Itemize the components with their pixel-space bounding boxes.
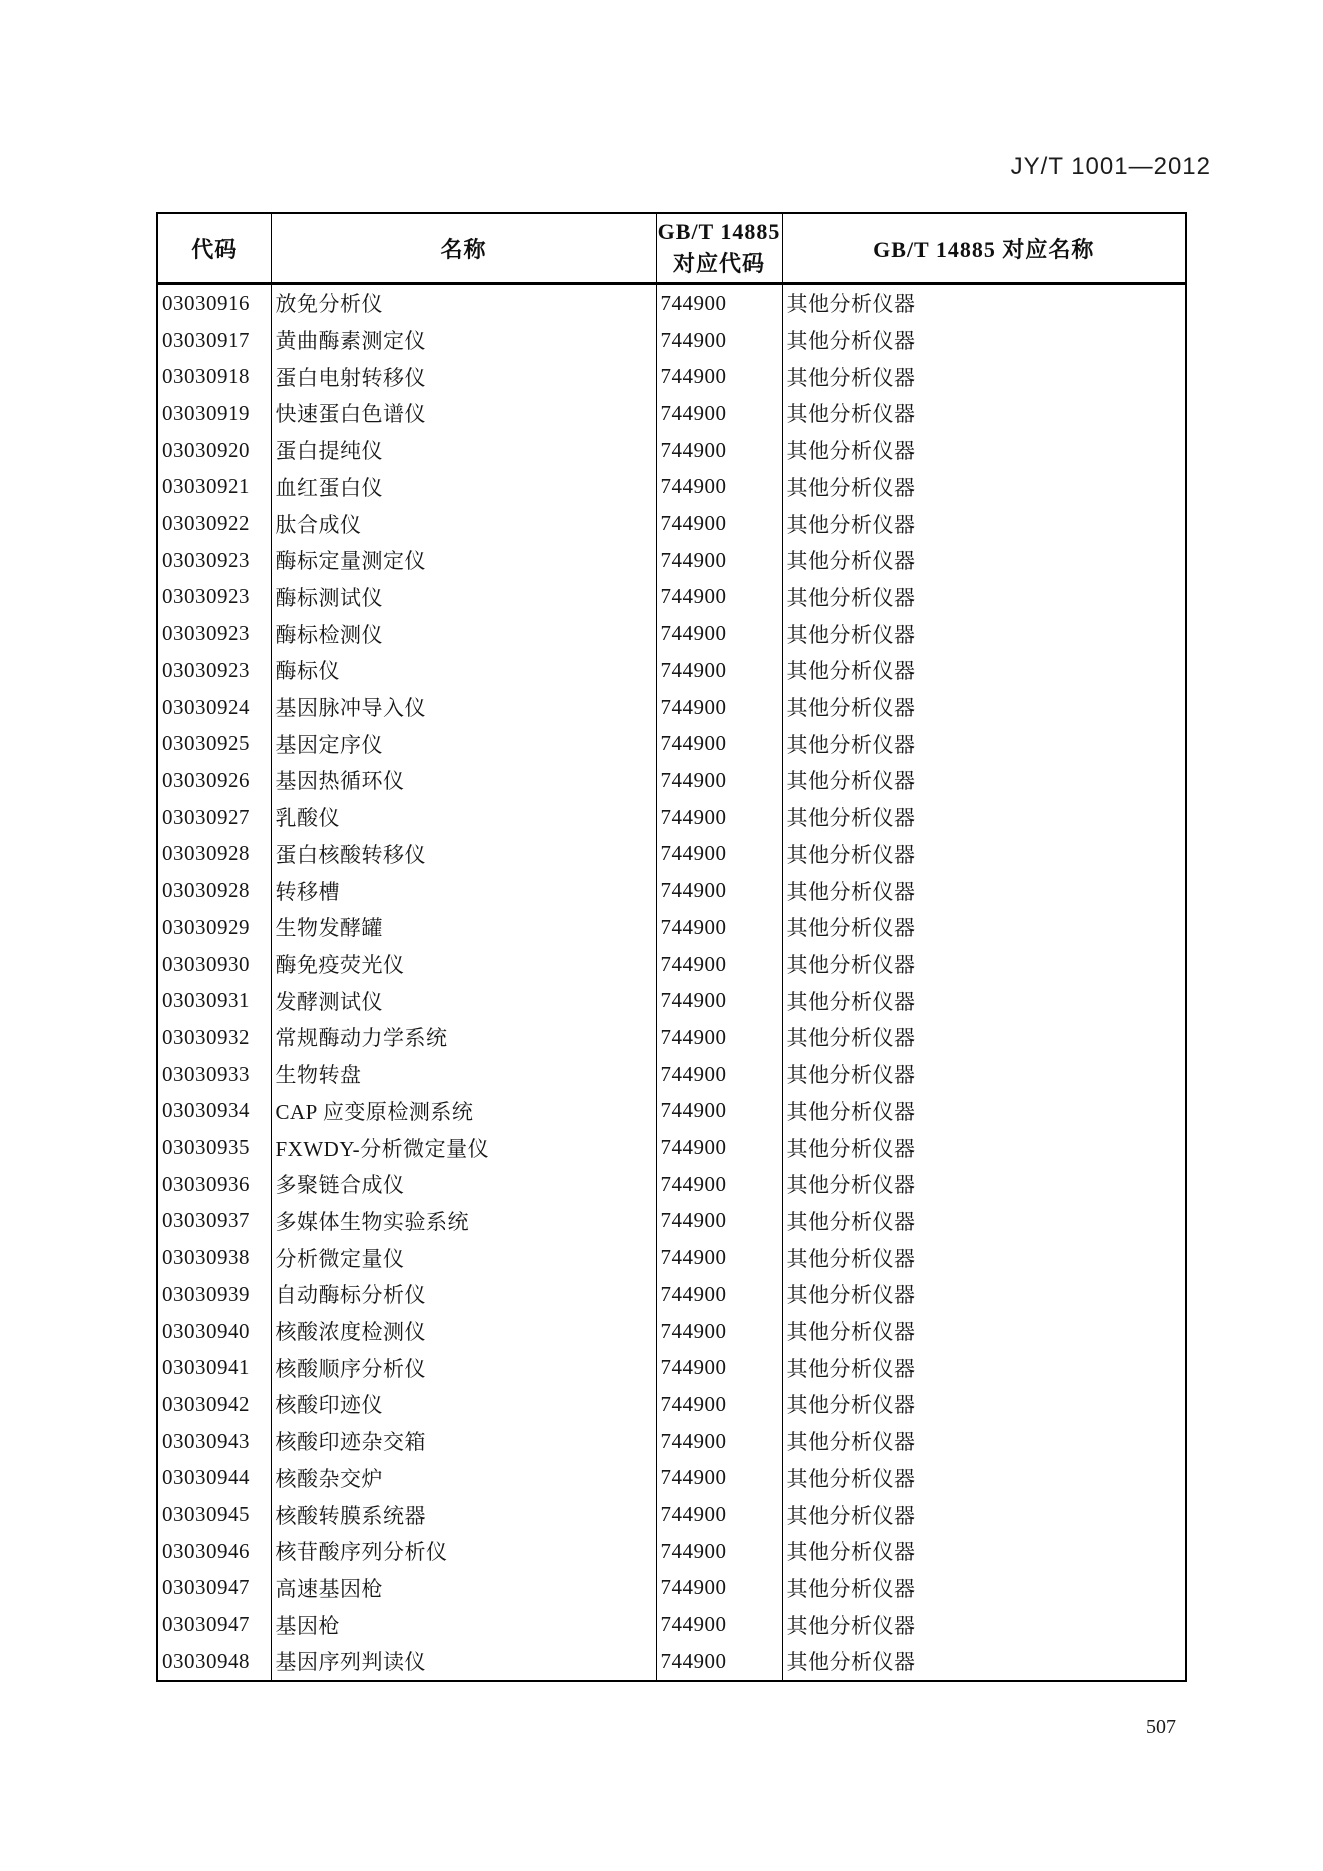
cell-gb-name: 其他分析仪器 xyxy=(782,1166,1186,1203)
cell-code: 03030921 xyxy=(157,469,271,506)
cell-name: FXWDY-分析微定量仪 xyxy=(271,1129,656,1166)
cell-gb-name: 其他分析仪器 xyxy=(782,322,1186,359)
table-row xyxy=(157,1496,1186,1533)
page-number: 507 xyxy=(1146,1716,1176,1738)
header-row xyxy=(157,213,1186,284)
table-row xyxy=(157,505,1186,542)
cell-code: 03030936 xyxy=(157,1166,271,1203)
cell-gb-code: 744900 xyxy=(656,1056,782,1093)
table-row xyxy=(157,946,1186,983)
cell-gb-name: 其他分析仪器 xyxy=(782,505,1186,542)
table-row xyxy=(157,909,1186,946)
cell-gb-code: 744900 xyxy=(656,1203,782,1240)
cell-gb-code: 744900 xyxy=(656,432,782,469)
cell-name: 基因枪 xyxy=(271,1606,656,1643)
cell-gb-name: 其他分析仪器 xyxy=(782,1092,1186,1129)
cell-gb-code: 744900 xyxy=(656,1349,782,1386)
cell-code: 03030916 xyxy=(157,284,271,322)
cell-gb-name: 其他分析仪器 xyxy=(782,1496,1186,1533)
code-mapping-table xyxy=(156,212,1187,1682)
cell-name: 基因定序仪 xyxy=(271,725,656,762)
cell-code: 03030918 xyxy=(157,358,271,395)
col-header-gb-code xyxy=(656,213,782,284)
table-row xyxy=(157,1606,1186,1643)
table-row xyxy=(157,1129,1186,1166)
cell-code: 03030930 xyxy=(157,946,271,983)
cell-name: 分析微定量仪 xyxy=(271,1239,656,1276)
cell-gb-code: 744900 xyxy=(656,284,782,322)
cell-gb-name: 其他分析仪器 xyxy=(782,1019,1186,1056)
cell-code: 03030945 xyxy=(157,1496,271,1533)
cell-name: 酶标测试仪 xyxy=(271,579,656,616)
cell-gb-name: 其他分析仪器 xyxy=(782,872,1186,909)
cell-name: 肽合成仪 xyxy=(271,505,656,542)
cell-gb-code: 744900 xyxy=(656,1166,782,1203)
cell-gb-code: 744900 xyxy=(656,579,782,616)
table-row xyxy=(157,1533,1186,1570)
cell-code: 03030947 xyxy=(157,1606,271,1643)
cell-code: 03030922 xyxy=(157,505,271,542)
table-row xyxy=(157,1570,1186,1607)
cell-gb-name: 其他分析仪器 xyxy=(782,1239,1186,1276)
cell-name: 核酸转膜系统器 xyxy=(271,1496,656,1533)
table-row xyxy=(157,1460,1186,1497)
cell-gb-name: 其他分析仪器 xyxy=(782,1276,1186,1313)
table-row xyxy=(157,1019,1186,1056)
cell-name: CAP 应变原检测系统 xyxy=(271,1092,656,1129)
table-row xyxy=(157,1203,1186,1240)
cell-name: 核酸顺序分析仪 xyxy=(271,1349,656,1386)
cell-gb-code: 744900 xyxy=(656,946,782,983)
table-row xyxy=(157,1239,1186,1276)
cell-gb-name: 其他分析仪器 xyxy=(782,1606,1186,1643)
cell-code: 03030948 xyxy=(157,1643,271,1681)
cell-gb-code: 744900 xyxy=(656,1386,782,1423)
cell-gb-code: 744900 xyxy=(656,1276,782,1313)
table-header xyxy=(157,213,1186,284)
cell-gb-name: 其他分析仪器 xyxy=(782,1533,1186,1570)
cell-gb-code: 744900 xyxy=(656,1092,782,1129)
cell-name: 生物转盘 xyxy=(271,1056,656,1093)
cell-code: 03030939 xyxy=(157,1276,271,1313)
cell-code: 03030937 xyxy=(157,1203,271,1240)
table-row xyxy=(157,1276,1186,1313)
cell-gb-code: 744900 xyxy=(656,469,782,506)
cell-gb-code: 744900 xyxy=(656,836,782,873)
cell-gb-name: 其他分析仪器 xyxy=(782,946,1186,983)
table-row xyxy=(157,652,1186,689)
cell-gb-code: 744900 xyxy=(656,982,782,1019)
cell-name: 核苷酸序列分析仪 xyxy=(271,1533,656,1570)
cell-gb-code: 744900 xyxy=(656,1423,782,1460)
table-row xyxy=(157,358,1186,395)
cell-code: 03030929 xyxy=(157,909,271,946)
table-row xyxy=(157,836,1186,873)
cell-gb-name: 其他分析仪器 xyxy=(782,1643,1186,1681)
col-header-gb-name: GB/T 14885 对应名称 xyxy=(782,213,1186,284)
cell-gb-code: 744900 xyxy=(656,542,782,579)
col-header-gb-code-line2: 对应代码 xyxy=(672,251,765,276)
cell-name: 放免分析仪 xyxy=(271,284,656,322)
cell-code: 03030944 xyxy=(157,1460,271,1497)
cell-gb-code: 744900 xyxy=(656,1496,782,1533)
table-row xyxy=(157,762,1186,799)
cell-gb-name: 其他分析仪器 xyxy=(782,615,1186,652)
table-row xyxy=(157,284,1186,322)
table-body xyxy=(157,284,1186,1681)
cell-gb-code: 744900 xyxy=(656,909,782,946)
cell-gb-name: 其他分析仪器 xyxy=(782,762,1186,799)
cell-gb-code: 744900 xyxy=(656,1570,782,1607)
cell-code: 03030940 xyxy=(157,1313,271,1350)
cell-gb-name: 其他分析仪器 xyxy=(782,836,1186,873)
cell-gb-name: 其他分析仪器 xyxy=(782,358,1186,395)
cell-gb-name: 其他分析仪器 xyxy=(782,1203,1186,1240)
cell-name: 核酸印迹杂交箱 xyxy=(271,1423,656,1460)
cell-code: 03030926 xyxy=(157,762,271,799)
cell-code: 03030927 xyxy=(157,799,271,836)
cell-gb-name: 其他分析仪器 xyxy=(782,1570,1186,1607)
cell-gb-name: 其他分析仪器 xyxy=(782,542,1186,579)
cell-gb-code: 744900 xyxy=(656,615,782,652)
cell-code: 03030925 xyxy=(157,725,271,762)
table-row xyxy=(157,579,1186,616)
table-row xyxy=(157,725,1186,762)
cell-name: 基因热循环仪 xyxy=(271,762,656,799)
cell-gb-name: 其他分析仪器 xyxy=(782,1386,1186,1423)
cell-gb-code: 744900 xyxy=(656,1643,782,1681)
cell-gb-name: 其他分析仪器 xyxy=(782,1313,1186,1350)
cell-name: 快速蛋白色谱仪 xyxy=(271,395,656,432)
cell-name: 酶标仪 xyxy=(271,652,656,689)
cell-code: 03030924 xyxy=(157,689,271,726)
cell-name: 基因序列判读仪 xyxy=(271,1643,656,1681)
table-row xyxy=(157,469,1186,506)
cell-gb-code: 744900 xyxy=(656,1239,782,1276)
cell-gb-name: 其他分析仪器 xyxy=(782,432,1186,469)
table-row xyxy=(157,1092,1186,1129)
cell-code: 03030923 xyxy=(157,542,271,579)
table-row xyxy=(157,1313,1186,1350)
cell-code: 03030941 xyxy=(157,1349,271,1386)
cell-gb-name: 其他分析仪器 xyxy=(782,1349,1186,1386)
table-row xyxy=(157,1386,1186,1423)
table-row xyxy=(157,542,1186,579)
cell-code: 03030935 xyxy=(157,1129,271,1166)
cell-name: 蛋白核酸转移仪 xyxy=(271,836,656,873)
table-row xyxy=(157,1166,1186,1203)
cell-code: 03030917 xyxy=(157,322,271,359)
cell-name: 酶标检测仪 xyxy=(271,615,656,652)
cell-gb-code: 744900 xyxy=(656,1019,782,1056)
cell-gb-name: 其他分析仪器 xyxy=(782,579,1186,616)
cell-code: 03030923 xyxy=(157,652,271,689)
cell-code: 03030923 xyxy=(157,615,271,652)
cell-gb-code: 744900 xyxy=(656,762,782,799)
cell-code: 03030938 xyxy=(157,1239,271,1276)
cell-gb-code: 744900 xyxy=(656,872,782,909)
cell-code: 03030946 xyxy=(157,1533,271,1570)
table-row xyxy=(157,1423,1186,1460)
cell-name: 发酵测试仪 xyxy=(271,982,656,1019)
cell-gb-name: 其他分析仪器 xyxy=(782,909,1186,946)
cell-gb-code: 744900 xyxy=(656,1129,782,1166)
col-header-gb-code-line1: GB/T 14885 xyxy=(657,219,781,244)
cell-code: 03030923 xyxy=(157,579,271,616)
cell-gb-name: 其他分析仪器 xyxy=(782,799,1186,836)
cell-name: 常规酶动力学系统 xyxy=(271,1019,656,1056)
cell-gb-code: 744900 xyxy=(656,1533,782,1570)
col-header-code: 代码 xyxy=(157,213,271,284)
cell-gb-name: 其他分析仪器 xyxy=(782,469,1186,506)
cell-gb-code: 744900 xyxy=(656,799,782,836)
cell-code: 03030943 xyxy=(157,1423,271,1460)
cell-gb-name: 其他分析仪器 xyxy=(782,652,1186,689)
cell-name: 血红蛋白仪 xyxy=(271,469,656,506)
cell-code: 03030942 xyxy=(157,1386,271,1423)
cell-gb-code: 744900 xyxy=(656,505,782,542)
cell-name: 多聚链合成仪 xyxy=(271,1166,656,1203)
cell-gb-code: 744900 xyxy=(656,652,782,689)
cell-name: 乳酸仪 xyxy=(271,799,656,836)
cell-name: 转移槽 xyxy=(271,872,656,909)
cell-code: 03030919 xyxy=(157,395,271,432)
cell-code: 03030931 xyxy=(157,982,271,1019)
table-row xyxy=(157,1643,1186,1681)
cell-name: 核酸杂交炉 xyxy=(271,1460,656,1497)
table-row xyxy=(157,322,1186,359)
table-row xyxy=(157,799,1186,836)
cell-gb-name: 其他分析仪器 xyxy=(782,982,1186,1019)
cell-gb-code: 744900 xyxy=(656,358,782,395)
cell-gb-code: 744900 xyxy=(656,395,782,432)
cell-code: 03030920 xyxy=(157,432,271,469)
table-row xyxy=(157,432,1186,469)
cell-name: 基因脉冲导入仪 xyxy=(271,689,656,726)
cell-name: 高速基因枪 xyxy=(271,1570,656,1607)
cell-gb-code: 744900 xyxy=(656,725,782,762)
cell-name: 核酸浓度检测仪 xyxy=(271,1313,656,1350)
cell-gb-name: 其他分析仪器 xyxy=(782,395,1186,432)
cell-gb-code: 744900 xyxy=(656,1460,782,1497)
cell-code: 03030928 xyxy=(157,836,271,873)
cell-gb-name: 其他分析仪器 xyxy=(782,1129,1186,1166)
cell-gb-name: 其他分析仪器 xyxy=(782,689,1186,726)
col-header-name: 名称 xyxy=(271,213,656,284)
cell-name: 酶免疫荧光仪 xyxy=(271,946,656,983)
table-row xyxy=(157,689,1186,726)
cell-gb-name: 其他分析仪器 xyxy=(782,725,1186,762)
cell-gb-name: 其他分析仪器 xyxy=(782,1460,1186,1497)
table-row xyxy=(157,1056,1186,1093)
cell-gb-code: 744900 xyxy=(656,1606,782,1643)
cell-gb-name: 其他分析仪器 xyxy=(782,1423,1186,1460)
table-row xyxy=(157,395,1186,432)
doc-number-header: JY/T 1001—2012 xyxy=(1010,153,1211,180)
cell-name: 生物发酵罐 xyxy=(271,909,656,946)
table-row xyxy=(157,615,1186,652)
cell-gb-code: 744900 xyxy=(656,322,782,359)
table-row xyxy=(157,1349,1186,1386)
cell-code: 03030934 xyxy=(157,1092,271,1129)
cell-name: 酶标定量测定仪 xyxy=(271,542,656,579)
table-row xyxy=(157,872,1186,909)
cell-code: 03030947 xyxy=(157,1570,271,1607)
cell-name: 多媒体生物实验系统 xyxy=(271,1203,656,1240)
cell-gb-name: 其他分析仪器 xyxy=(782,1056,1186,1093)
cell-name: 蛋白电射转移仪 xyxy=(271,358,656,395)
cell-name: 蛋白提纯仪 xyxy=(271,432,656,469)
table-row xyxy=(157,982,1186,1019)
cell-name: 自动酶标分析仪 xyxy=(271,1276,656,1313)
cell-name: 核酸印迹仪 xyxy=(271,1386,656,1423)
cell-code: 03030933 xyxy=(157,1056,271,1093)
cell-name: 黄曲酶素测定仪 xyxy=(271,322,656,359)
cell-code: 03030932 xyxy=(157,1019,271,1056)
cell-gb-code: 744900 xyxy=(656,1313,782,1350)
cell-code: 03030928 xyxy=(157,872,271,909)
cell-gb-code: 744900 xyxy=(656,689,782,726)
cell-gb-name: 其他分析仪器 xyxy=(782,284,1186,322)
